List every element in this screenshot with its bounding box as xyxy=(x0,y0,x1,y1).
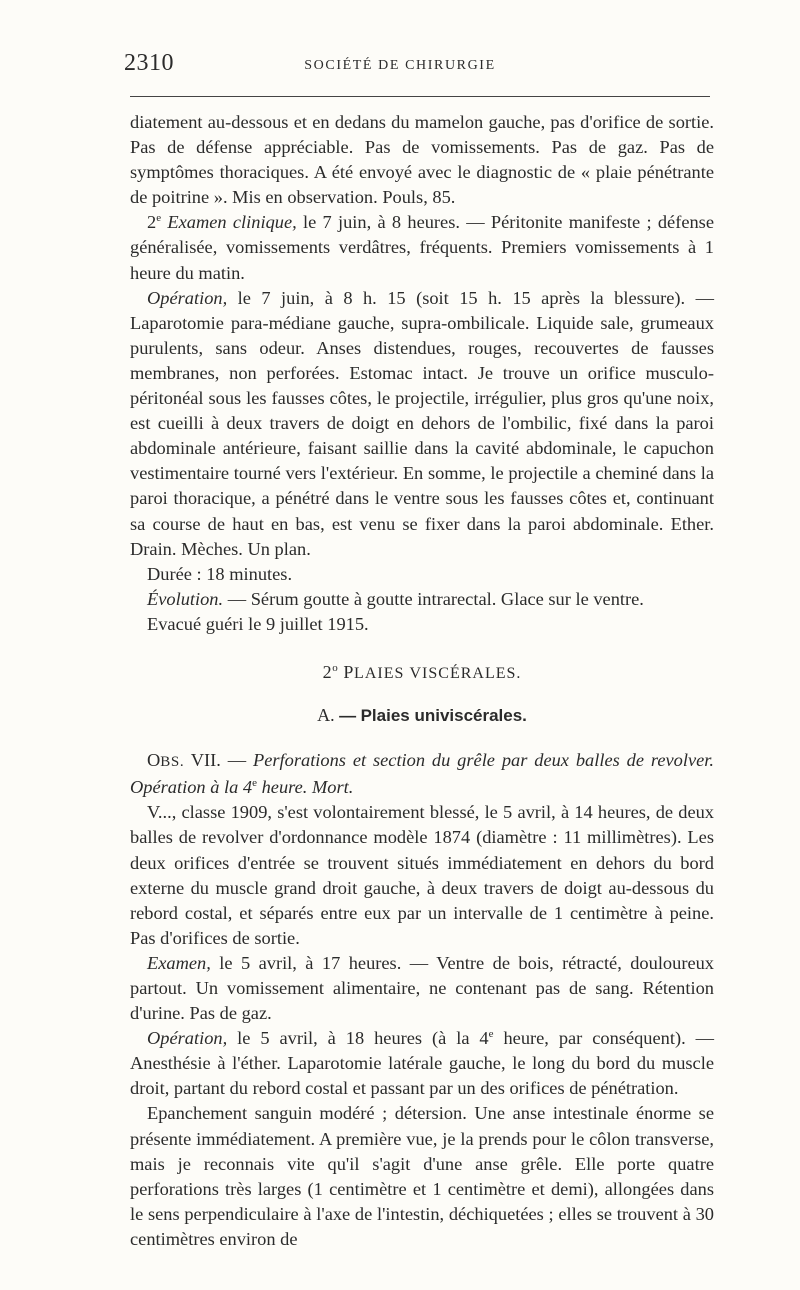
obs-label-rest: BS. xyxy=(160,754,185,771)
obs-label-first: O xyxy=(147,750,161,771)
paragraph-discharge: Evacué guéri le 9 juillet 1915. xyxy=(147,613,369,634)
paragraph-examen xyxy=(130,951,714,1026)
page-body xyxy=(130,110,714,1252)
paragraph-evolution xyxy=(130,587,714,612)
operation-text: le 7 juin, à 8 h. 15 (soit 15 h. 15 après la blessure). — Laparotomie para-médiane gauche, supra-ombilicale. Liquide sale, grumeaux purulents, sans odeur. Anses distendues, rouges, recouvertes de fausses membranes, non perforées. Estomac intact. Je trouve un orifice musculo-péritonéal sous les fausses côtes, le projectile, irrégulier, plus gros qu'une noix, est cueilli à deux travers de doigt en dehors de l'ombilic, fixé dans la paroi abdominale antérieure, faisant saillie dans la cavité abdominale, le capuchon vestimentaire tourné vers l'extérieur. En somme, le projectile a cheminé dans la paroi thoracique, a pénétré dans le ventre sous les fausses côtes et, continuant sa course de haut en bas, est venu se fixer dans la paroi abdominale. Ether. Drain. Mèches. Un plan. xyxy=(130,287,714,559)
operation-two-text-a: le 5 avril, à 18 heures (à la 4 xyxy=(227,1028,489,1049)
section-number-suffix: o xyxy=(332,661,339,674)
page-number: 2310 xyxy=(124,50,174,76)
operation-two-sup: e xyxy=(488,1028,494,1041)
ordinal-suffix: e xyxy=(156,212,162,225)
section-number: 2 xyxy=(322,661,333,682)
subsection-heading xyxy=(130,703,714,728)
paragraph-patient: V..., classe 1909, s'est volontairement blessé, le 5 avril, à 14 heures, de deux balles de revolver d'ordonnance modèle 1874 (diamètre : 11 millimètres). Les deux orifices d'entrée se trouvent situés immédiatement en dehors du bord externe du muscle grand droit gauche, à deux travers de doigt au-dessous du rebord costal, et séparés entre eux par un intervalle de 1 centimètre à peine. Pas d'orifices de sortie. xyxy=(130,802,714,948)
exam-label: Examen clinique, xyxy=(167,212,297,233)
obs-number: VII. — xyxy=(184,750,253,771)
observation-heading xyxy=(130,748,714,800)
subsection-letter: A. xyxy=(317,705,335,726)
paragraph-duration: Durée : 18 minutes. xyxy=(147,563,293,584)
header-rule xyxy=(130,96,710,97)
section-word-two: VISCÉRALES. xyxy=(409,664,522,682)
operation-label: Opération, xyxy=(147,287,228,308)
paragraph-operation xyxy=(130,286,714,562)
exam-text: le 7 juin, à 8 heures. — Péritonite manifeste ; défense généralisée, vomissements verdâtres, fréquents. Premiers vomissements à 1 heure du matin. xyxy=(130,212,714,283)
paragraph-epanchement: Epanchement sanguin modéré ; détersion. Une anse intestinale énorme se présente immédiatement. A première vue, je la prends pour le côlon transverse, mais je reconnais vite qu'il s'agit d'une anse grêle. Elle porte quatre perforations très larges (1 centimètre et 1 centimètre et demi), allongées dans le sens perpendiculaire à l'axe de l'intestin, déchiquetées ; elles se trouvent à 30 centimètres environ de xyxy=(130,1103,714,1249)
section-word-rest: LAIES xyxy=(354,664,405,682)
examen-label: Examen, xyxy=(147,952,211,973)
examen-text: le 5 avril, à 17 heures. — Ventre de bois, rétracté, douloureux partout. Un vomissement alimentaire, ne contenant pas de sang. Rétention d'urine. Pas de gaz. xyxy=(130,952,714,1024)
subsection-title: Plaies univiscérales. xyxy=(360,706,527,726)
ordinal-number: 2 xyxy=(147,212,157,233)
evolution-text: — Sérum goutte à goutte intrarectal. Glace sur le ventre. xyxy=(223,588,644,609)
operation-two-label: Opération, xyxy=(147,1028,228,1049)
paragraph-continuation: diatement au-dessous et en dedans du mamelon gauche, pas d'orifice de sortie. Pas de défense appréciable. Pas de vomissements. Pas de gaz. Pas de symptômes thoraciques. A été envoyé avec le diagnostic de « plaie pénétrante de poitrine ». Mis en observation. Pouls, 85. xyxy=(130,112,714,208)
obs-title-end: heure. Mort. xyxy=(256,777,354,798)
running-head: SOCIÉTÉ DE CHIRURGIE xyxy=(304,58,496,73)
subsection-dash: — xyxy=(339,706,357,726)
evolution-label: Évolution. xyxy=(147,588,224,609)
paragraph-operation-two xyxy=(130,1026,714,1101)
obs-title-sup: e xyxy=(252,777,257,790)
section-heading xyxy=(130,660,714,686)
obs-title: Perforations et section du grêle par deux balles de revolver. Opération à la 4 xyxy=(130,750,715,798)
paragraph-second-exam xyxy=(130,210,714,285)
operation-two-text-b: heure, par conséquent). — Anesthésie à l'éther. Laparotomie latérale gauche, le long du bord du muscle droit, partant du rebord costal et passant par un des orifices de pénétration. xyxy=(130,1028,715,1099)
section-first-letter: P xyxy=(343,661,355,682)
